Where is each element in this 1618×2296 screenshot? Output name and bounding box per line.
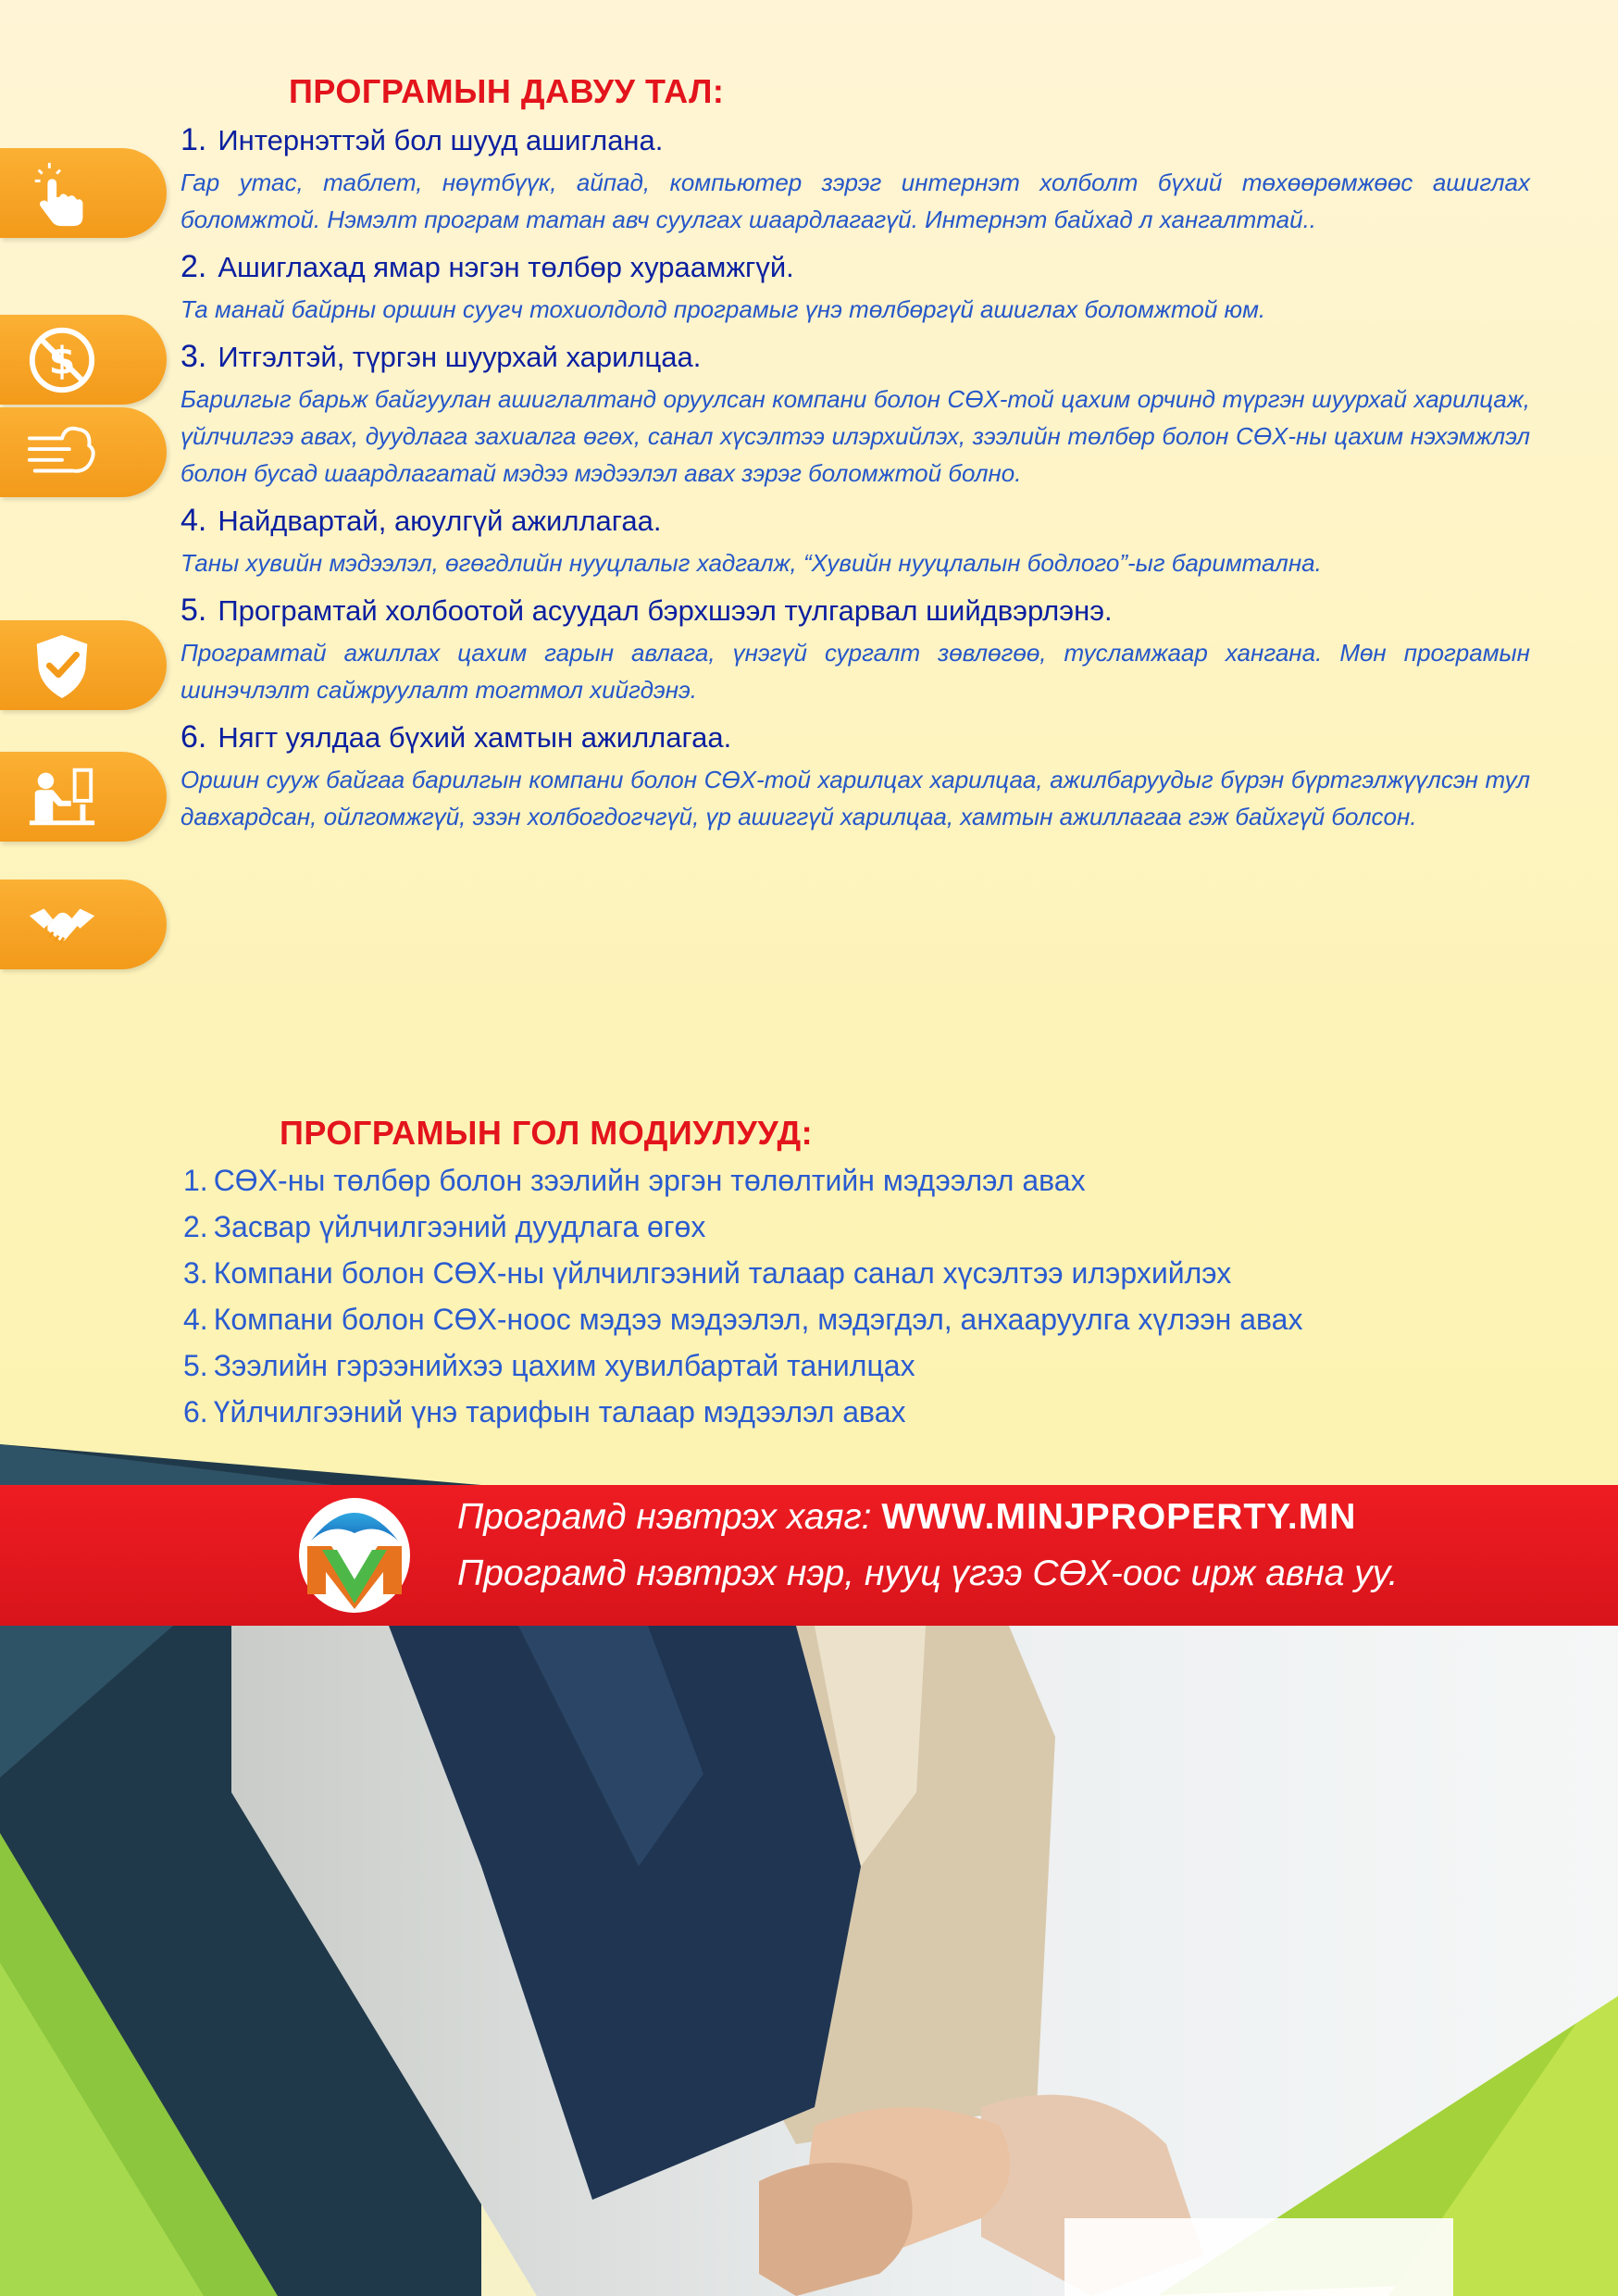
modules-list <box>183 1157 1525 1435</box>
login-url[interactable]: WWW.MINJPROPERTY.MN <box>881 1497 1357 1537</box>
modules-heading: ПРОГРАМЫН ГОЛ МОДИУЛУУД: <box>280 1114 814 1152</box>
module-item: 4. Компани болон СӨХ-ноос мэдээ мэдээлэл, мэдэгдэл, анхааруулга хүлээн авах <box>183 1303 1303 1336</box>
icon-tab-5 <box>0 752 167 842</box>
advantage-description: Гар утас, таблет, нөүтбүүк, айпад, компьютер зэрэг интернэт холболт бүхий төхөөрөмжөөс ашиглах боломжтой. Нэмэлт програм татан авч суулгах шаардлагагүй. Интернэт байхад л хангалттай.. <box>180 168 1530 233</box>
advantage-title: 1. Интернэттэй бол шууд ашиглана. <box>180 122 664 157</box>
icon-tab-6 <box>0 880 167 969</box>
icon-tab-1 <box>0 148 167 238</box>
advantages-list <box>180 120 1530 844</box>
icon-tab-2 <box>0 315 167 405</box>
advantages-heading: ПРОГРАМЫН ДАВУУ ТАЛ: <box>289 72 725 110</box>
handshake-photo-illustration <box>0 1626 1618 2296</box>
no-money-icon <box>26 324 98 396</box>
module-item: 6. Үйлчилгээний үнэ тарифын талаар мэдээлэл авах <box>183 1395 906 1429</box>
svg-text:$: $ <box>48 338 76 383</box>
touch-hand-icon <box>26 157 98 230</box>
icon-tab-3 <box>0 407 167 497</box>
advantage-title: 3. Итгэлтэй, түргэн шуурхай харилцаа. <box>180 339 702 374</box>
advantage-item <box>180 501 1530 581</box>
advantage-item <box>180 247 1530 328</box>
advantage-item <box>180 591 1530 708</box>
advantage-title: 4. Найдвартай, аюулгүй ажиллагаа. <box>180 503 662 538</box>
shield-check-icon <box>26 630 98 702</box>
module-item: 1. СӨХ-ны төлбөр болон зээлийн эргэн төлөлтийн мэдээлэл авах <box>183 1164 1086 1197</box>
module-item: 2. Засвар үйлчилгээний дуудлага өгөх <box>183 1210 706 1243</box>
advantage-description: Програмтай ажиллах цахим гарын авлага, үнэгүй сургалт зөвлөгөө, тусламжаар хангана. Мөн програмын шинэчлэлт сайжруулалт тогтмол хийгдэнэ. <box>180 639 1530 704</box>
login-url-line: Програмд нэвтрэх хаяг: WWW.MINJPROPERTY.MN <box>457 1497 1357 1537</box>
advantage-item <box>180 120 1530 238</box>
advantage-item <box>180 718 1530 835</box>
advantage-description: Барилгыг барьж байгуулан ашиглалтанд оруулсан компани болон СӨХ-той цахим орчинд түргэн шуурхай харилцаж, үйлчилгээ авах, дуудлага захиалга өгөх, санал хүсэлтээ илэрхийлэх, зээлийн төлбөр болон СӨХ-ны цахим нэхэмжлэл болон бусад шаардлагатай мэдээ мэдээлэл авах зэрэг боломжтой болно. <box>180 385 1530 487</box>
module-item: 3. Компани болон СӨХ-ны үйлчилгээний талаар санал хүсэлтээ илэрхийлэх <box>183 1256 1232 1290</box>
advantage-item <box>180 337 1530 492</box>
module-item: 5. Зээлийн гэрээнийхээ цахим хувилбартай танилцах <box>183 1349 915 1382</box>
handshake-icon <box>26 889 98 961</box>
advantage-title: 2. Ашиглахад ямар нэгэн төлбөр хураамжгүй. <box>180 249 794 284</box>
advantage-description: Оршин сууж байгаа барилгын компани болон СӨХ-той харилцах харилцаа, ажилбаруудыг бүрэн бүртгэлжүүлсэн тул давхардсан, ойлгомжгүй, эзэн холбогдогчгүй, үр ашиггүй харилцаа, хамтын ажиллагаа гэж байхгүй болсон. <box>180 766 1530 830</box>
icon-tab-4 <box>0 620 167 710</box>
minj-logo <box>294 1494 415 1616</box>
advantage-description: Таны хувийн мэдээлэл, өгөгдлийн нууцлалыг хадгалж, “Хувийн нууцлалын бодлого”-ыг баримтална. <box>180 549 1322 577</box>
advantage-description: Та манай байрны оршин суугч тохиолдолд програмыг үнэ төлбөргүй ашиглах боломжтой юм. <box>180 295 1266 323</box>
login-credentials-note: Програмд нэвтрэх нэр, нууц үгээ СӨХ-оос ирж авна уу. <box>457 1554 1399 1593</box>
handshake-photo <box>0 1626 1618 2296</box>
speed-wind-icon <box>26 417 98 489</box>
desk-worker-icon <box>26 761 98 833</box>
advantage-title: 5. Програмтай холбоотой асуудал бэрхшээл тулгарвал шийдвэрлэнэ. <box>180 593 1113 628</box>
advantage-title: 6. Нягт уялдаа бүхий хамтын ажиллагаа. <box>180 719 732 755</box>
